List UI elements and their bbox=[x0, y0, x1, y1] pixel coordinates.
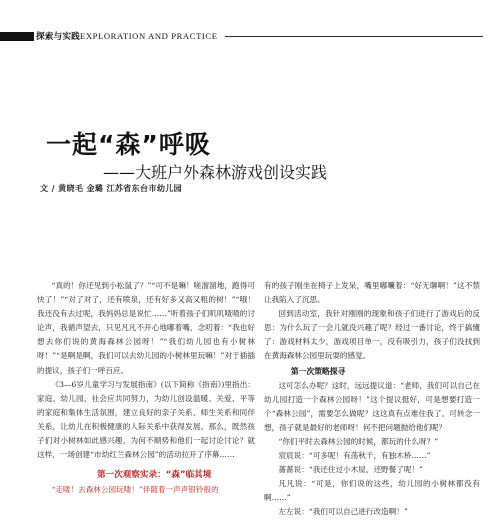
paragraph: 蔷蔷说：“我还住过小木屋，还野餐了呢！” bbox=[278, 465, 423, 475]
article-subtitle: ——大班户外森林游戏创设实践 bbox=[103, 163, 328, 182]
paragraph: 有的孩子刚坐在椅子上发呆，嘴里嘟囔着：“好无聊啊！”这不禁让我陷入了沉思。 bbox=[264, 281, 480, 305]
section-heading: 第一次观察实录：“森”临其境 bbox=[96, 470, 212, 481]
paragraph: 《3—6岁儿童学习与发展指南》(以下简称《指南》)里指出：家庭、幼儿园、社会应共同努力，为幼儿创设温暖、关爱、平等的家庭和集体生活氛围，建立良好的亲子关系、师生关系和同伴关系，让幼儿在积极健康的人际关系中获得发展。那么，既然孩子们对小树林如此感兴趣，为何不顺势和他们一起讨论讨论？就这样，一场创建“市幼红兰森林公园”的活动拉开了序幕…… bbox=[37, 379, 255, 460]
section-label-en: EXPLORATION AND PRACTICE bbox=[79, 31, 218, 41]
paragraph: 回到活动室，我针对刚刚的现象和孩子们进行了游戏后的反思：为什么玩了一会儿就没兴趣了呢？经过一番讨论，终于搞懂了：游戏材料太少，游戏项目单一，没有吸引力，孩子们没找到在黄海森林公园里玩耍的感觉。 bbox=[264, 309, 480, 361]
paragraph: “真的！你还见到小松鼠了？”“可不是嘛！嗟溜溜地，跑得可快了！”“对了对了，还有喷泉，还有好多又高又粗的树！”“哦！我还没有去过呢，我妈妈总是说忙……”听着孩子们叽叽喳喳的讨论声，我循声望去，只见凡凡不开心地嘟着嘴，念叨着：“我也好想去你们说的黄海森林公园呀！”“我们幼儿园也有小树林呀！”“是啊是啊，我们可以去幼儿园的小树林里玩嘛！”对于插插的提议，孩子们一呼百应。 bbox=[37, 281, 255, 375]
paragraph: 左左说：“我们可以自己进行改造啊！” bbox=[278, 507, 408, 517]
paragraph: “你们平时去森林公园的时候，都玩的什么呀？” bbox=[278, 436, 439, 446]
paragraph: “走喽！去森林公园玩喽！”伴随着一声声银铃般的 bbox=[51, 485, 219, 495]
header-bar bbox=[0, 32, 34, 41]
article-title: 一起“森”呼吸 bbox=[46, 130, 211, 159]
article-byline: 文 / 黄晓毛 金璐 江苏省东台市幼儿园 bbox=[40, 183, 183, 193]
paragraph: 这可怎么办呢？这时，远远提议道：“老师，我们可以自己在幼儿园打造一个森林公园呀！”这个提议挺好，可是想要打造一个“森林公园”，需要怎么做呢？这这真有点难住我了。可转念一想，孩子就是最好的老师呀！何不把问题抛给他们呢？ bbox=[264, 380, 480, 432]
section-header bbox=[0, 30, 500, 46]
header-rule bbox=[225, 36, 483, 37]
right-column bbox=[264, 279, 480, 520]
section-label-cn: 探索与实践 bbox=[36, 31, 80, 41]
paragraph: 宸宸说：“可多呢！有荡秋千，有独木桥……” bbox=[278, 451, 431, 461]
section-label bbox=[36, 30, 218, 42]
paragraph: 凡凡说：“可是，你们说的这些，幼儿园的小树林都没有啊……” bbox=[264, 479, 480, 503]
section-heading: 第一次策略探寻 bbox=[290, 366, 346, 376]
left-column bbox=[37, 279, 255, 497]
